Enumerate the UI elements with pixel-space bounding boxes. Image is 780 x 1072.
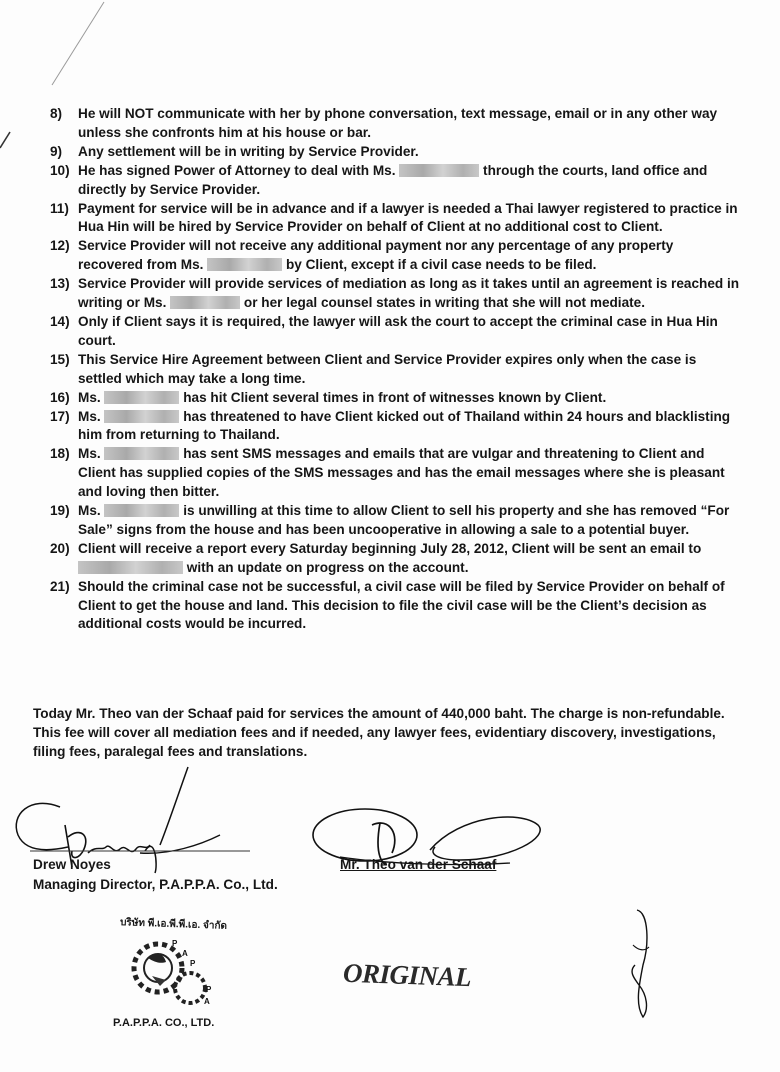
redacted-name [207, 258, 282, 271]
clause-text: by Client, except if a civil case needs to be filed. [282, 257, 597, 273]
clause-number: 9) [50, 143, 63, 159]
clause-text: Ms. [78, 408, 105, 424]
clause-item [50, 143, 740, 162]
clause-text: has sent SMS messages and emails that are vulgar and threatening to Client and Client has supplied copies of the SMS messages and has the email messages where she is pleasant and loving then bitter. [78, 446, 725, 500]
redacted-name [170, 296, 240, 309]
initials-signature [625, 905, 665, 1025]
right-signatory-name: Mr. Theo van der Schaaf [340, 857, 497, 872]
company-stamp-logo [120, 928, 230, 1018]
clause-text: He will NOT communicate with her by phone conversation, text message, email or in any other way unless she confronts him at his house or bar. [78, 106, 718, 140]
clause-item [50, 540, 740, 578]
original-stamp: ORIGINAL [342, 957, 472, 993]
clause-number: 10) [50, 162, 70, 178]
clause-text: has threatened to have Client kicked out of Thailand within 24 hours and blacklisting him from returning to Thailand. [78, 408, 731, 443]
clause-number: 15) [50, 351, 70, 367]
clause-number: 19) [50, 503, 70, 519]
clause-text: This Service Hire Agreement between Client and Service Provider expires only when the case is settled which may take a long time. [78, 351, 697, 386]
clause-number: 13) [50, 276, 70, 292]
clause-text: Service Provider will not receive any additional payment nor any percentage of any property recovered from Ms. [78, 238, 674, 273]
clause-number: 11) [50, 200, 69, 216]
clause-item [50, 389, 740, 408]
clause-number: 18) [50, 446, 70, 462]
clause-item [50, 445, 740, 502]
stamp-ring-letter: A [204, 997, 210, 1006]
clause-item [50, 578, 740, 635]
clause-number: 14) [50, 313, 70, 329]
clause-text: has hit Client several times in front of witnesses known by Client. [179, 389, 607, 405]
clause-item [50, 237, 740, 275]
clause-text: Ms. [78, 389, 105, 405]
redacted-name [104, 504, 179, 517]
clause-text: Payment for service will be in advance and if a lawyer is needed a Thai lawyer registered to practice in Hua Hin will be hired by Service Provider on behalf of Client at no additional cost to Client. [78, 200, 738, 235]
clause-text: is unwilling at this time to allow Client to sell his property and she has removed “For Sale” signs from the house and has been uncooperative in allowing a sale to a potential buyer. [78, 503, 730, 537]
left-signatory-title: Managing Director, P.A.P.P.A. Co., Ltd. [33, 877, 278, 892]
clause-number: 12) [50, 238, 70, 254]
numbered-clauses-list [50, 105, 740, 634]
clause-number: 21) [50, 578, 70, 594]
clause-item [50, 275, 740, 313]
clause-text: Any settlement will be in writing by Service Provider. [78, 143, 419, 159]
clause-text: Service Provider will provide services of mediation as long as it takes until an agreement is reached in writing or Ms. [78, 276, 740, 311]
clause-item [50, 313, 740, 351]
payment-paragraph: Today Mr. Theo van der Schaaf paid for services the amount of 440,000 baht. The charge is non-refundable. This fee will cover all mediation fees and if needed, any lawyer fees, evidentiary discovery, investigations, filing fees, paralegal fees and translations. [33, 706, 725, 759]
clause-number: 20) [50, 540, 70, 556]
stamp-thai-text: บริษัท พี.เอ.พี.พี.เอ. จำกัด [119, 917, 228, 932]
clause-number: 16) [50, 389, 70, 405]
clause-text: Only if Client says it is required, the lawyer will ask the court to accept the criminal case in Hua Hin court. [78, 313, 718, 348]
clause-number: 17) [50, 408, 70, 424]
clause-text: or her legal counsel states in writing that she will not mediate. [240, 295, 646, 311]
stamp-ring-letter: A [182, 949, 188, 958]
redacted-name [399, 164, 479, 177]
clause-text: Ms. [78, 503, 105, 519]
stamp-ring-letter: P [172, 939, 178, 948]
clause-text: through the courts, land office and directly by Service Provider. [78, 162, 708, 197]
clause-item [50, 105, 740, 143]
redacted-name [104, 410, 179, 423]
clause-item [50, 200, 740, 238]
clause-text: He has signed Power of Attorney to deal with Ms. [78, 162, 400, 178]
redacted-name [104, 447, 179, 460]
clause-text: Should the criminal case not be successful, a civil case will be filed by Service Provider on behalf of Client to get the house and land. This decision to file the civil case will be the Client’s decision as additional costs would be incurred. [78, 578, 725, 632]
stamp-ring-letter: P [206, 985, 212, 994]
clause-item [50, 162, 740, 200]
clause-text: Ms. [78, 446, 105, 462]
left-signatory-name: Drew Noyes [33, 857, 111, 872]
clause-item [50, 351, 740, 389]
stamp-ring-letter: P [190, 959, 196, 968]
clause-item [50, 408, 740, 446]
signature-theo-van-der-schaaf [310, 805, 550, 885]
clause-number: 8) [50, 106, 63, 121]
redacted-name [104, 391, 179, 404]
clause-item [50, 502, 740, 540]
stamp-company-caption: P.A.P.P.A. CO., LTD. [113, 1017, 215, 1029]
clause-text: with an update on progress on the account. [183, 559, 469, 575]
redacted-name [78, 561, 183, 574]
clause-text: Client will receive a report every Saturday beginning July 28, 2012, Client will be sent an email to [78, 540, 702, 556]
